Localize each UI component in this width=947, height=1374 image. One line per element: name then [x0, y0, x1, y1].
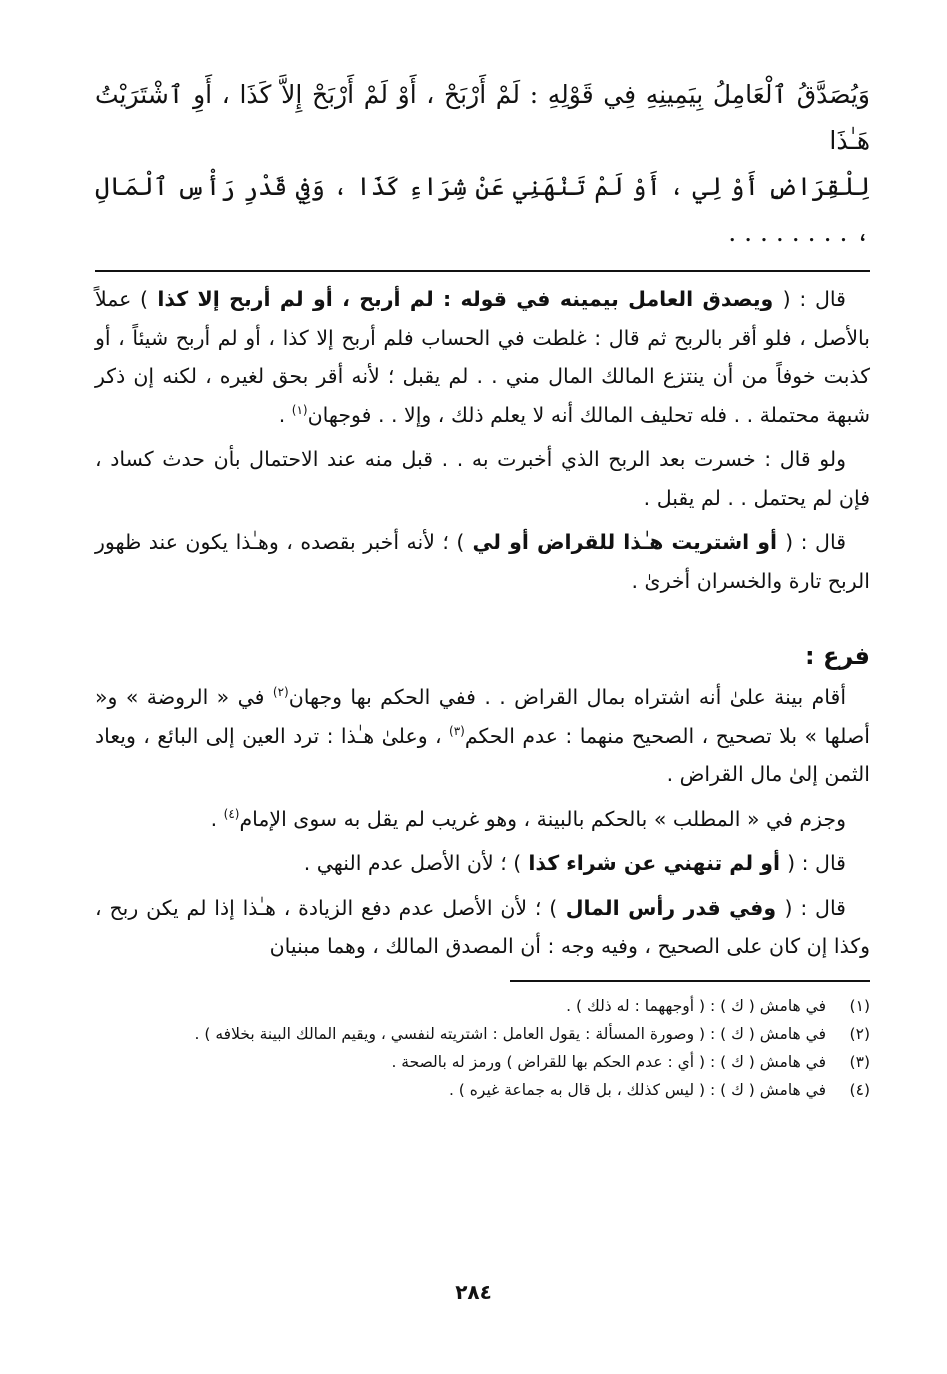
matn-line-1: وَيُصَدَّقُ ٱلْعَامِلُ بِيَمِينِهِ فِي قَوْلِهِ : لَمْ أَرْبَحْ ، أَوْ لَمْ أَرْبَحْ إِلاَّ كَذَا ، أَوِ ٱشْتَرَيْتُ هَـٰذَا: [95, 80, 870, 155]
footnote-text: في هامش ( ك ) : ( أوجههما : له ذلك ) .: [566, 996, 826, 1015]
footnote-number: (٤): [849, 1080, 870, 1099]
footnote-ref-1: (١): [291, 402, 308, 417]
footnote-divider: [510, 980, 870, 982]
commentary-paragraph-4: أقام بينة علىٰ أنه اشتراه بمال القراض . . ففي الحكم بها وجهان$^{(٢)}$ في « الروضة » و« أصلها » بلا تصحيح ، الصحيح منهما : عدم الحكم$^{(٣)}$ ، وعلىٰ هـٰذا : ترد العين إلى البائع ، ويعاد الثمن إلىٰ مال القراض .: [95, 685, 870, 786]
footnote: [95, 1076, 870, 1104]
matn-text: [95, 72, 870, 256]
footnote-ref-2: (٢): [272, 685, 289, 700]
page-number: ٢٨٤: [455, 1280, 492, 1304]
commentary-paragraph-6: قال : ( أو لم تنهني عن شراء كذا ) ؛ لأن الأصل عدم النهي .: [303, 851, 846, 875]
commentary-paragraph-3: قال : ( أو اشتريت هـٰذا للقراض أو لي ) ؛ لأنه أخبر بقصده ، وهـٰذا يكون عند ظهور الربح تارة والخسران أخرىٰ .: [95, 530, 870, 593]
page-body: [95, 72, 870, 1104]
commentary-paragraph-2: ولو قال : خسرت بعد الربح الذي أخبرت به . . قبل منه عند الاحتمال بأن حدث كساد ، فإن لم يحتمل . . لم يقبل .: [95, 447, 870, 510]
footnote-number: (٣): [849, 1052, 870, 1071]
footnote-text: في هامش ( ك ) : ( وصورة المسألة : يقول العامل : اشتريته لنفسي ، ويقيم المالك البينة بخلافه ) .: [194, 1024, 826, 1043]
footnote-ref-3: (٣): [449, 723, 465, 738]
footnote: [95, 992, 870, 1020]
footnote-ref-4: (٤): [223, 806, 240, 821]
quoted-matn: أو اشتريت هـٰذا للقراض أو لي: [464, 530, 786, 554]
footnote-text: في هامش ( ك ) : ( ليس كذلك ، بل قال به جماعة غيره ) .: [448, 1080, 826, 1099]
section-heading: فرع :: [805, 642, 870, 670]
matn-divider: [95, 270, 870, 272]
commentary-paragraph-1: قال : ( ويصدق العامل بيمينه في قوله : لم أربح ، أو لم أربح إلا كذا ) عملاً بالأصل ، فلو أقر بالربح ثم قال : غلطت في الحساب فلم أربح إلا كذا ، أو لم أربح شيئاً ، أو كذبت خوفاً من أن ينتزع المالك المال مني . . لم يقبل ؛ لأنه أقر بحق لغيره ، لكنه إن ذكر شبهة محتملة . . فله تحليف المالك أنه لا يعلم ذلك ، وإلا . . فوجهان$^{(١)}$ .: [95, 287, 870, 427]
footnote-number: (١): [849, 996, 870, 1015]
footnote: [95, 1048, 870, 1076]
commentary-paragraph-7: قال : ( وفي قدر رأس المال ) ؛ لأن الأصل عدم دفع الزيادة ، هـٰذا إذا لم يكن ربح ، وكذا إن كان على الصحيح ، وفيه وجه : أن المصدق المالك ، وهما مبنيان: [95, 895, 870, 958]
commentary-paragraph-5: وجزم في « المطلب » بالحكم بالبينة ، وهو غريب لم يقل به سوى الإمام$^{(٤)}$ .: [210, 806, 846, 831]
footnotes: [95, 992, 870, 1104]
footnote: [95, 1020, 870, 1048]
matn-line-2: لِلْقِرَاضِ أَوْ لِي ، أَوْ لَمْ تَنْهَنِي عَنْ شِرَاءِ كَذَا ، وَفِي قَدْرِ رَأْسِ ٱلْمَالِ ، . . . . . . . .: [95, 172, 870, 247]
commentary: [95, 280, 870, 966]
quoted-matn: وفي قدر رأس المال: [557, 895, 785, 920]
footnote-number: (٢): [849, 1024, 870, 1043]
footnote-text: في هامش ( ك ) : ( أي : عدم الحكم بها للقراض ) ورمز له بالصحة .: [391, 1052, 826, 1071]
quoted-matn: أو لم تنهني عن شراء كذا: [521, 851, 788, 875]
quoted-matn: ويصدق العامل بيمينه في قوله : لم أربح ، أو لم أربح إلا كذا: [148, 287, 783, 311]
